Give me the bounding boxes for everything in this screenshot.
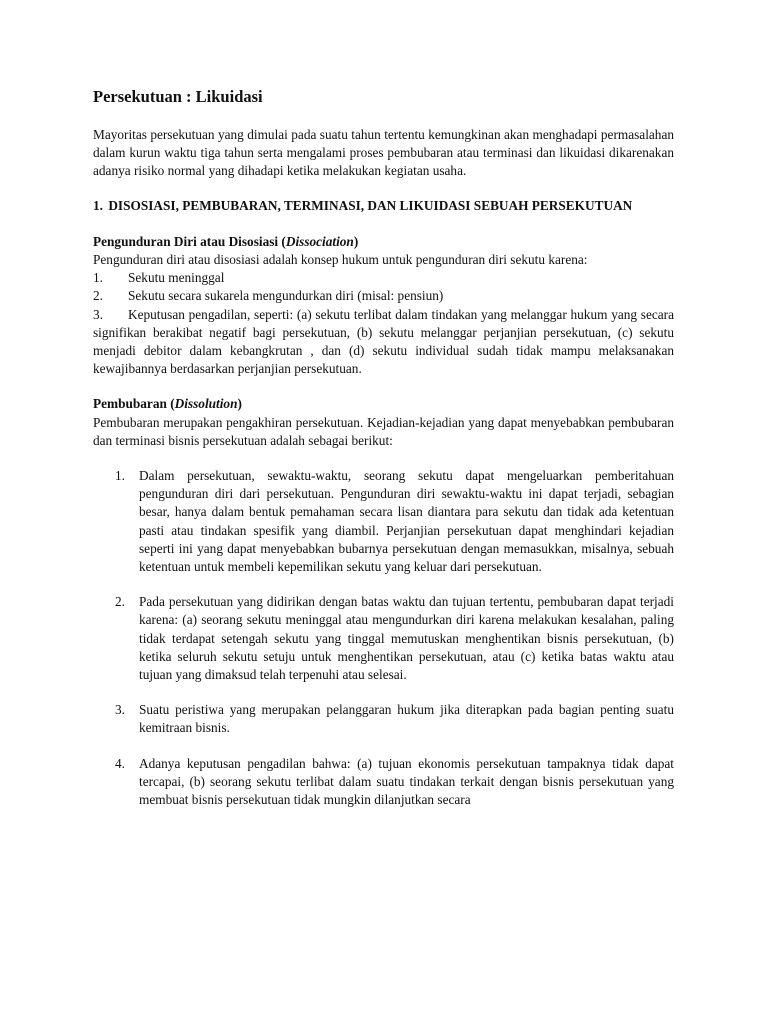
dissociation-heading: Pengunduran Diri atau Disosiasi (Dissociation): [93, 233, 359, 249]
dissolution-lead: Pembubaran merupakan pengakhiran persekutuan. Kejadian-kejadian yang dapat menyebabkan pembubaran dan terminasi bisnis persekutuan adalah sebagai berikut:: [93, 414, 674, 448]
section-number: 1.: [93, 197, 103, 213]
list-item: 1. Dalam persekutuan, sewaktu-waktu, seorang sekutu dapat mengeluarkan pemberitahuan pengunduran diri dari persekutuan. Pengunduran diri sewaktu-waktu ini dapat terjadi, sebagian besar, hanya dalam bentuk pemahaman secara lisan diantara para sekutu dan tidak ada ketentuan pasti atau tindakan spesifik yang diambil. Perjanjian persekutuan dapat menghindari kejadian seperti ini yang dapat menyebabkan bubarnya persekutuan dengan memasukkan, misalnya, sebuah ketentuan untuk membeli kepemilikan sekutu yang keluar dari persekutuan.: [115, 468, 674, 575]
dissolution-list: [93, 467, 674, 809]
list-item: 3. Suatu peristiwa yang merupakan pelanggaran hukum jika diterapkan pada bagian penting suatu kemitraan bisnis.: [115, 702, 674, 736]
list-item: 2. Pada persekutuan yang didirikan dengan batas waktu dan tujuan tertentu, pembubaran dapat terjadi karena: (a) seorang sekutu meninggal atau mengundurkan diri karena melakukan kesalahan, paling tidak terdapat setengah sekutu yang tinggal memutuskan menghentikan bisnis persekutuan, (b) ketika seluruh sekutu setuju untuk menghentikan persekutuan, atau (c) ketika batas waktu atau tujuan yang dimaksud telah terpenuhi atau selesai.: [115, 594, 674, 683]
page-title: Persekutuan : Likuidasi: [93, 87, 263, 106]
list-item: 4. Adanya keputusan pengadilan bahwa: (a) tujuan ekonomis persekutuan tampaknya tidak dapat tercapai, (b) seorang sekutu terlibat dalam suatu tindakan terkait dengan bisnis persekutuan yang membuat bisnis persekutuan tidak mungkin dilanjutkan secara: [115, 755, 674, 808]
dissociation-term: Dissociation: [285, 233, 354, 249]
intro-paragraph: Mayoritas persekutuan yang dimulai pada suatu tahun tertentu kemungkinan akan menghadapi permasalahan dalam kurun waktu tiga tahun serta mengalami proses pembubaran atau terminasi dan likuidasi dikarenakan adanya risiko normal yang dihadapi ketika melakukan kegiatan usaha.: [93, 127, 674, 179]
list-item: 1. Sekutu meninggal: [93, 270, 225, 286]
dissolution-heading: Pembubaran (Dissolution): [93, 396, 242, 412]
dissolution-block: [93, 395, 674, 809]
list-item: 3. Keputusan pengadilan, seperti: (a) sekutu terlibat dalam tindakan yang melanggar hukum yang secara signifikan berakibat negatif bagi persekutuan, (b) sekutu melanggar perjanjian persekutuan, (c) sekutu menjadi debitor dalam kebangkrutan , dan (d) sekutu individual sudah tidak mampu melaksanakan kewajibannya berdasarkan perjanjian persekutuan.: [93, 306, 674, 377]
section-heading: [93, 197, 674, 215]
dissociation-list: [93, 269, 674, 378]
dissociation-lead: Pengunduran diri atau disosiasi adalah konsep hukum untuk pengunduran diri sekutu karena:: [93, 252, 588, 268]
dissolution-term: Dissolution: [174, 396, 238, 412]
section-title: DISOSIASI, PEMBUBARAN, TERMINASI, DAN LIKUIDASI SEBUAH PERSEKUTUAN: [108, 197, 633, 213]
list-item: 2. Sekutu secara sukarela mengundurkan diri (misal: pensiun): [93, 288, 444, 304]
dissociation-block: [93, 233, 674, 379]
